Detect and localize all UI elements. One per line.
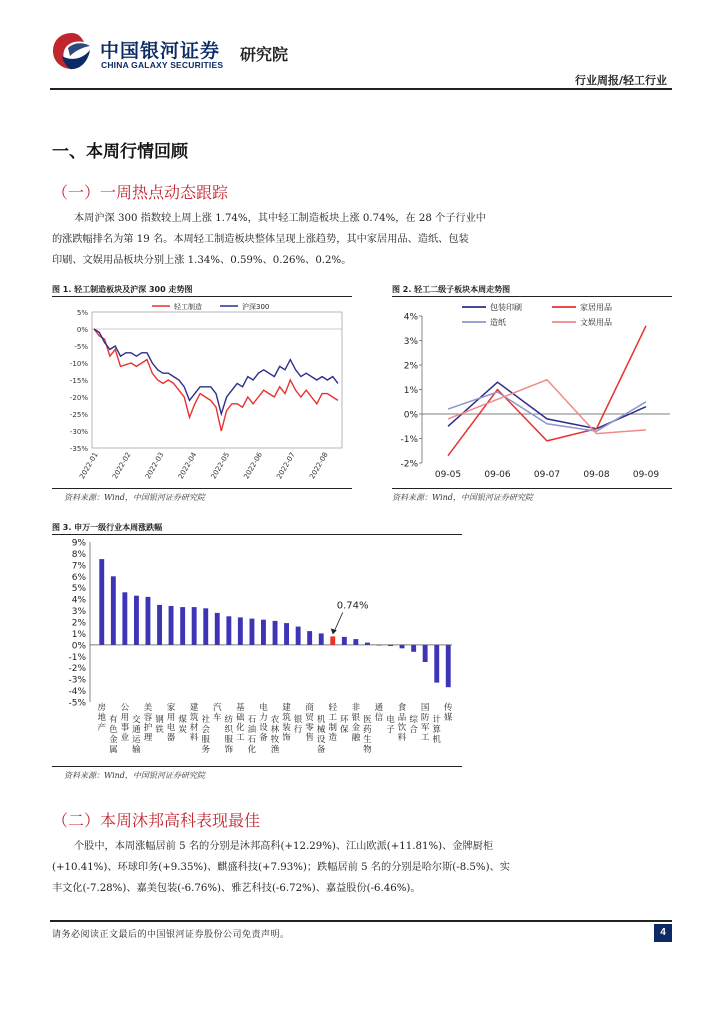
y-tick-label: 0%	[76, 326, 88, 334]
x-tick-label: 09-07	[533, 470, 561, 480]
bar-国防军工	[423, 645, 428, 662]
footer-disclaimer: 请务必阅读正文最后的中国银河证券股份公司免责声明。	[52, 930, 290, 940]
x-tick-label: 石油石化	[247, 715, 257, 755]
section-title: 一、本周行情回顾	[52, 142, 188, 162]
x-tick-label: 美容护理	[143, 703, 153, 743]
paragraph-1-line: 本周沪深 300 指数较上周上涨 1.74%，其中轻工制造板块上涨 0.74%，在 28 个子行业中	[74, 213, 486, 224]
series-line-1	[448, 326, 646, 456]
bar-社会服务	[203, 608, 208, 645]
y-tick-label: -5%	[74, 343, 88, 351]
y-tick-label: 9%	[71, 538, 86, 549]
x-tick-label: 钢铁	[155, 715, 164, 735]
paragraph-1	[52, 208, 672, 271]
y-tick-label: 8%	[71, 549, 86, 560]
y-tick-label: -5%	[68, 698, 86, 709]
plot-frame	[92, 312, 342, 448]
x-tick-label: 公用事业	[120, 703, 130, 743]
x-tick-label: 2022-01	[78, 451, 100, 481]
figure-1-title: 图 1. 轻工制造板块及沪深 300 走势图	[52, 285, 193, 294]
bar-家用电器	[169, 606, 174, 645]
x-tick-label: 2022-07	[275, 451, 297, 481]
legend-label: 文娱用品	[580, 318, 612, 327]
bar-综合	[411, 645, 416, 652]
x-tick-label: 商贸零售	[305, 703, 314, 743]
bar-计算机	[434, 645, 439, 683]
annotation-arrow	[334, 612, 343, 632]
series-line-2	[448, 392, 646, 431]
x-tick-label: 有色金属	[109, 715, 118, 755]
y-tick-label: 2%	[71, 618, 86, 629]
figure-3-title: 图 3. 申万一级行业本周涨跌幅	[52, 523, 163, 532]
legend-label: 包装印刷	[490, 303, 522, 312]
legend-label: 家居用品	[580, 303, 612, 312]
x-tick-label: 家用电器	[166, 703, 176, 743]
legend-label: 造纸	[490, 318, 506, 327]
logo-en-text: CHINA GALAXY SECURITIES	[101, 60, 224, 70]
y-tick-label: -25%	[69, 411, 88, 419]
legend-label: 沪深300	[242, 303, 270, 311]
bar-有色金属	[111, 576, 116, 645]
figure-3-bottom-rule	[52, 766, 462, 767]
x-tick-label: 2022-08	[308, 451, 330, 481]
x-tick-label: 轻工制造	[328, 703, 337, 743]
report-type: 行业周报/轻工行业	[575, 74, 668, 87]
chart-3-industry-returns	[52, 536, 462, 766]
bar-非银金融	[353, 639, 358, 645]
figure-2-title: 图 2. 轻工二级子板块本周走势图	[392, 285, 511, 294]
figure-2-source: 资料来源：Wind，中国银河证券研究院	[392, 493, 533, 502]
x-tick-label: 电子	[386, 715, 395, 735]
series-line-csi300	[94, 329, 338, 414]
bar-食品饮料	[400, 645, 405, 648]
x-tick-label: 建筑装饰	[282, 703, 291, 743]
x-tick-label: 医药生物	[363, 715, 372, 755]
x-tick-label: 基础化工	[236, 703, 245, 743]
bar-基础化工	[238, 617, 243, 644]
x-tick-label: 2022-02	[111, 451, 133, 481]
bar-机械设备	[319, 633, 324, 644]
x-tick-label: 纺织服饰	[224, 715, 234, 755]
x-tick-label: 09-05	[434, 470, 462, 480]
y-tick-label: 3%	[71, 607, 86, 618]
y-tick-label: 1%	[403, 386, 418, 396]
bar-商贸零售	[307, 631, 312, 645]
x-tick-label: 国防军工	[420, 703, 430, 743]
bar-通信	[377, 645, 382, 646]
x-tick-label: 09-09	[632, 470, 660, 480]
y-tick-label: 7%	[71, 561, 86, 572]
x-tick-label: 机械设备	[316, 715, 326, 755]
bar-建筑材料	[192, 607, 197, 645]
paragraph-2	[52, 836, 672, 899]
figure-2-bottom-rule	[392, 488, 672, 489]
x-tick-label: 煤炭	[178, 715, 187, 735]
bar-纺织服饰	[226, 616, 231, 645]
x-tick-label: 通信	[374, 703, 384, 723]
x-tick-label: 社会服务	[201, 715, 210, 755]
y-tick-label: -15%	[69, 377, 88, 385]
bar-房地产	[99, 559, 104, 645]
x-tick-label: 农林牧渔	[270, 715, 280, 755]
x-tick-label: 综合	[409, 715, 418, 735]
footer-rule	[50, 920, 672, 922]
y-tick-label: -4%	[68, 687, 86, 698]
bar-银行	[296, 627, 301, 645]
y-tick-label: -20%	[69, 394, 88, 402]
chart-1-sector-vs-csi300	[52, 298, 352, 488]
galaxy-logo-icon	[50, 30, 94, 72]
y-tick-label: 1%	[71, 629, 86, 640]
x-tick-label: 汽车	[213, 703, 222, 723]
subsection-title-2: （二）本周沐邦高科表现最佳	[52, 811, 261, 830]
y-tick-label: 6%	[71, 572, 86, 583]
y-tick-label: 5%	[76, 309, 88, 317]
y-tick-label: 4%	[71, 595, 86, 606]
x-tick-label: 房地产	[97, 703, 107, 733]
bar-电子	[388, 645, 393, 646]
y-tick-label: -35%	[69, 445, 88, 453]
bar-电力设备	[261, 620, 266, 645]
chart-2-subsector-trend	[392, 298, 672, 488]
x-tick-label: 电力设备	[259, 703, 268, 743]
bar-农林牧渔	[273, 621, 278, 645]
bar-公用事业	[122, 592, 127, 645]
y-tick-label: 2%	[403, 361, 418, 372]
figure-1-bottom-rule	[52, 488, 352, 489]
bar-轻工制造	[330, 636, 335, 645]
x-tick-label: 非银金融	[351, 703, 361, 743]
y-tick-label: 0%	[403, 410, 418, 421]
paragraph-2-line: (+10.41%)、环球印务(+9.35%)、麒盛科技(+7.93%)；跌幅居前 5 名的分别是哈尔斯(-8.5%)、实	[52, 862, 510, 873]
figure-3-source: 资料来源：Wind，中国银河证券研究院	[64, 771, 205, 780]
paragraph-2-line: 个股中，本周涨幅居前 5 名的分别是沐邦高科(+12.29%)、江山欧派(+11.81%)、金牌厨柜	[74, 841, 494, 852]
bar-交通运输	[134, 596, 139, 645]
y-tick-label: -1%	[68, 652, 86, 663]
paragraph-1-line: 印刷、文娱用品板块分别上涨 1.34%、0.59%、0.26%、0.2%。	[52, 255, 352, 266]
x-tick-label: 银行	[293, 715, 303, 735]
bar-石油石化	[250, 619, 255, 645]
y-tick-label: -30%	[69, 428, 88, 436]
header-rule	[50, 88, 672, 90]
x-tick-label: 2022-03	[143, 451, 166, 481]
bar-钢铁	[157, 605, 162, 645]
x-tick-label: 传媒	[443, 703, 453, 723]
bar-医药生物	[365, 643, 370, 645]
institute-label: 研究院	[240, 45, 289, 64]
y-tick-label: 4%	[403, 312, 418, 323]
logo-cn-text: 中国银河证券	[100, 40, 221, 62]
bar-汽车	[215, 613, 220, 645]
x-tick-label: 09-08	[583, 470, 610, 480]
x-tick-label: 环保	[340, 715, 349, 735]
figure-2-title-rule	[392, 296, 672, 297]
annotation-arrowhead	[331, 628, 337, 634]
y-tick-label: -2%	[400, 459, 418, 470]
x-tick-label: 2022-06	[242, 451, 265, 481]
page-number: 4	[654, 924, 672, 942]
figure-3-title-rule	[52, 534, 462, 535]
y-tick-label: -10%	[69, 360, 88, 368]
x-tick-label: 计算机	[432, 715, 441, 745]
paragraph-2-line: 丰文化(-7.28%)、嘉美包装(-6.76%)、雅艺科技(-6.72%)、嘉益股份(-6.46%)。	[52, 883, 421, 894]
x-tick-label: 交通运输	[132, 715, 141, 755]
bar-煤炭	[180, 607, 185, 645]
subsection-title-1: （一）一周热点动态跟踪	[52, 183, 229, 202]
series-line-light-industry	[94, 329, 338, 431]
paragraph-1-line: 的涨跌幅排名为第 19 名。本周轻工制造板块整体呈现上涨趋势，其中家居用品、造纸、包装	[52, 234, 469, 245]
figure-1-source: 资料来源：Wind，中国银河证券研究院	[64, 493, 205, 502]
x-tick-label: 建筑材料	[189, 703, 199, 743]
bar-建筑装饰	[284, 623, 289, 645]
header	[0, 0, 724, 92]
bar-传媒	[446, 645, 451, 687]
x-tick-label: 2022-04	[176, 451, 199, 481]
figure-1-title-rule	[52, 296, 352, 297]
legend-label: 轻工制造	[174, 303, 202, 311]
x-tick-label: 09-06	[484, 470, 511, 480]
x-tick-label: 食品饮料	[397, 703, 407, 743]
bar-美容护理	[146, 597, 151, 645]
y-tick-label: -3%	[68, 675, 86, 686]
annotation-label: 0.74%	[336, 600, 369, 612]
bar-环保	[342, 637, 347, 645]
y-tick-label: 5%	[71, 584, 86, 595]
y-tick-label: 0%	[71, 641, 86, 652]
y-tick-label: 3%	[403, 337, 418, 347]
y-tick-label: -2%	[68, 664, 86, 675]
y-tick-label: -1%	[400, 435, 418, 445]
x-tick-label: 2022-05	[209, 451, 232, 481]
